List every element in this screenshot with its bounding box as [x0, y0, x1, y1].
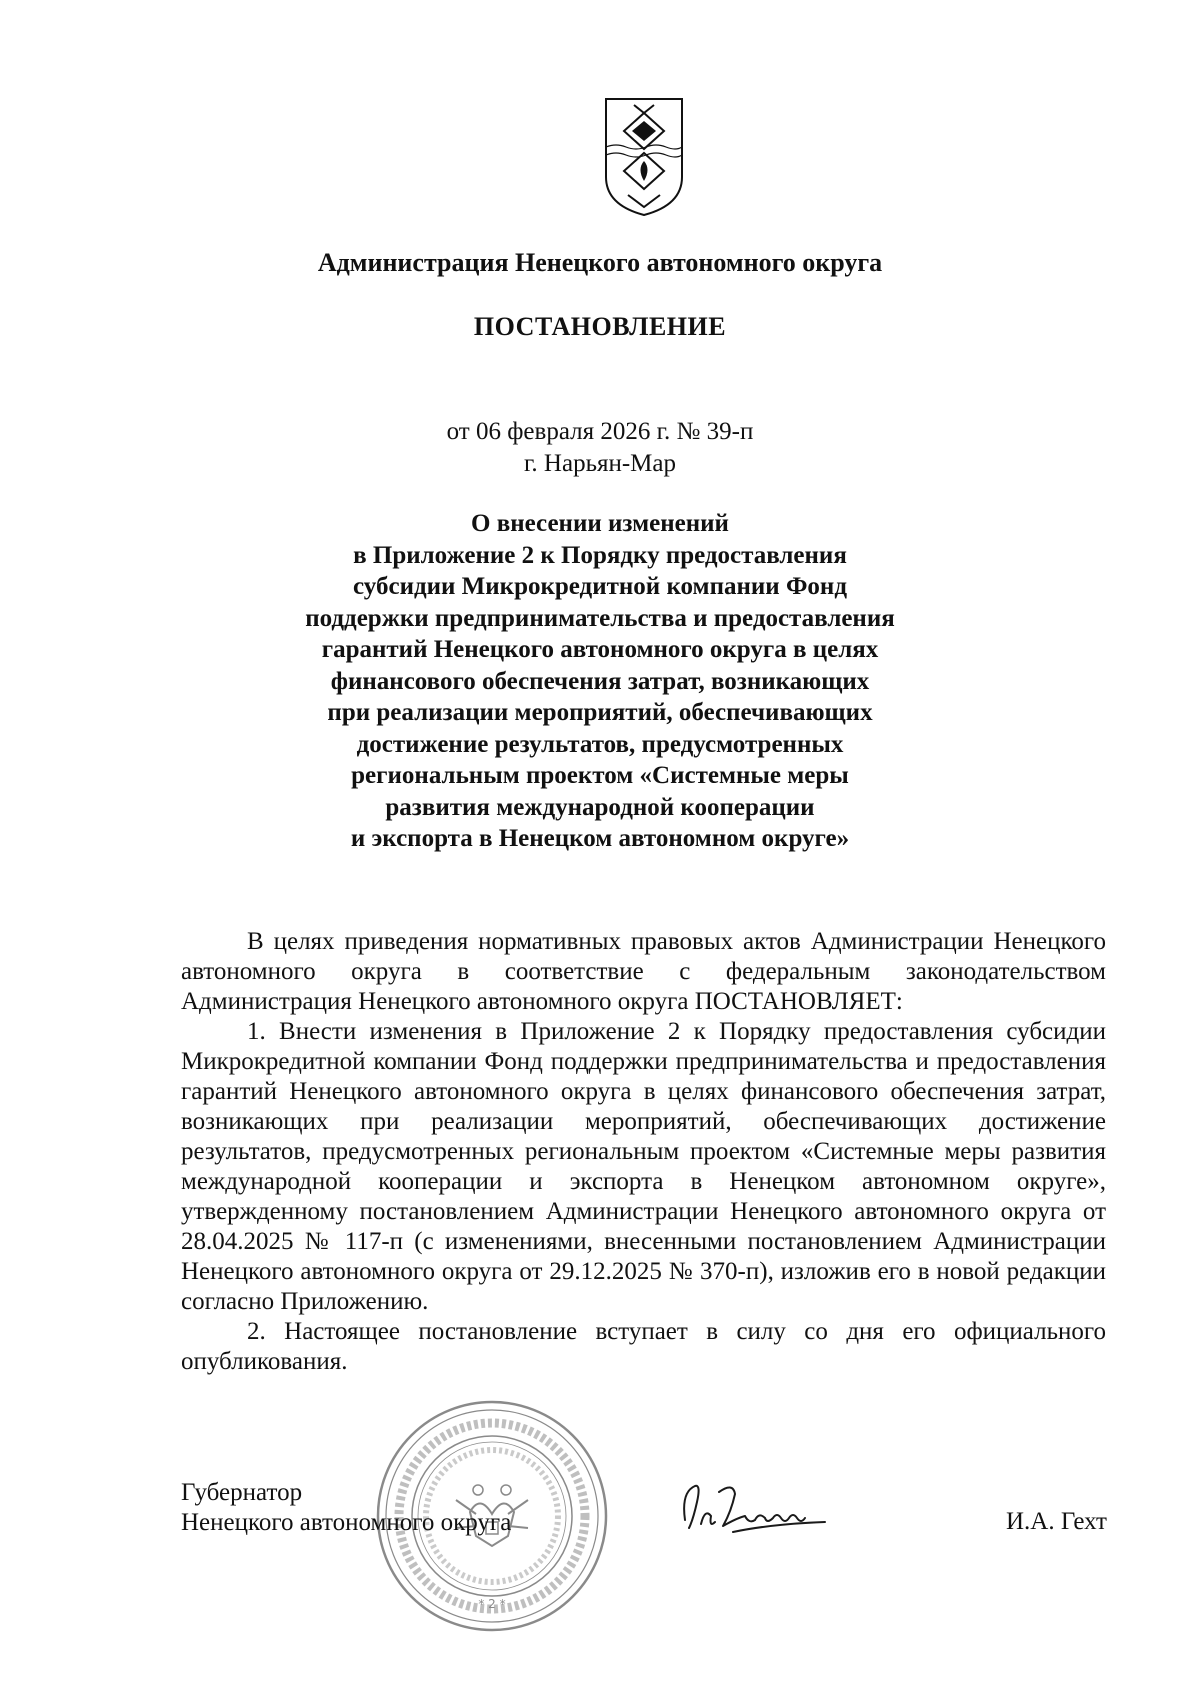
signatory-organization: Ненецкого автономного округа	[181, 1509, 512, 1536]
item-2-paragraph: 2. Настоящее постановление вступает в силу со дня его официального опубликования.	[181, 1318, 1106, 1375]
document-subject	[250, 508, 950, 855]
document-date-number: от 06 февраля 2026 г. № 39-п	[446, 418, 754, 445]
document-type-title: ПОСТАНОВЛЕНИЕ	[473, 312, 727, 341]
subject-line: в Приложение 2 к Порядку предоставления	[353, 541, 847, 569]
preamble-paragraph: В целях приведения нормативных правовых актов Администрации Ненецкого автономного округа в соответствие с федеральным законодательством Администрация Ненецкого автономного округа ПОСТАНОВЛЯЕТ:	[181, 928, 1106, 1015]
subject-line: поддержки предпринимательства и предоставления	[305, 604, 895, 632]
handwritten-signature	[675, 1472, 835, 1542]
subject-line: развития международной кооперации	[385, 793, 815, 821]
subject-line: гарантий Ненецкого автономного округа в целях	[321, 636, 879, 663]
subject-line: субсидии Микрокредитной компании Фонд	[353, 573, 847, 600]
document-body	[181, 927, 1106, 1377]
subject-line: финансового обеспечения затрат, возникающих	[330, 667, 870, 695]
svg-text:* 2 *: * 2 *	[478, 1597, 506, 1611]
subject-line: при реализации мероприятий, обеспечивающих	[327, 699, 873, 726]
signatory-position	[181, 1478, 511, 1538]
item-1-paragraph: 1. Внести изменения в Приложение 2 к Порядку предоставления субсидии Микрокредитной компании Фонд поддержки предпринимательства и предоставления гарантий Ненецкого автономного округа в целях финансового обеспечения затрат, возникающих при реализации мероприятий, обеспечивающих достижение результатов, предусмотренных региональным проектом «Системные меры развития международной кооперации и экспорта в Ненецком автономном округе», утвержденному постановлением Администрации Ненецкого автономного округа от 28.04.2025 № 117-п (с изменениями, внесенными постановлением Администрации Ненецкого автономного округа от 29.12.2025 № 370-п), изложив его в новой редакции согласно Приложению.	[181, 1018, 1106, 1315]
subject-line: и экспорта в Ненецком автономном округе»	[350, 825, 850, 852]
subject-line: О внесении изменений	[471, 510, 729, 537]
coat-of-arms-icon	[604, 97, 684, 217]
signatory-title: Губернатор	[181, 1479, 303, 1506]
subject-line: региональным проектом «Системные меры	[351, 762, 849, 789]
signatory-name: И.А. Гехт	[1006, 1508, 1107, 1535]
document-city: г. Нарьян-Мар	[523, 450, 676, 477]
administration-title: Администрация Ненецкого автономного округа	[317, 248, 883, 277]
subject-line: достижение результатов, предусмотренных	[356, 730, 844, 758]
